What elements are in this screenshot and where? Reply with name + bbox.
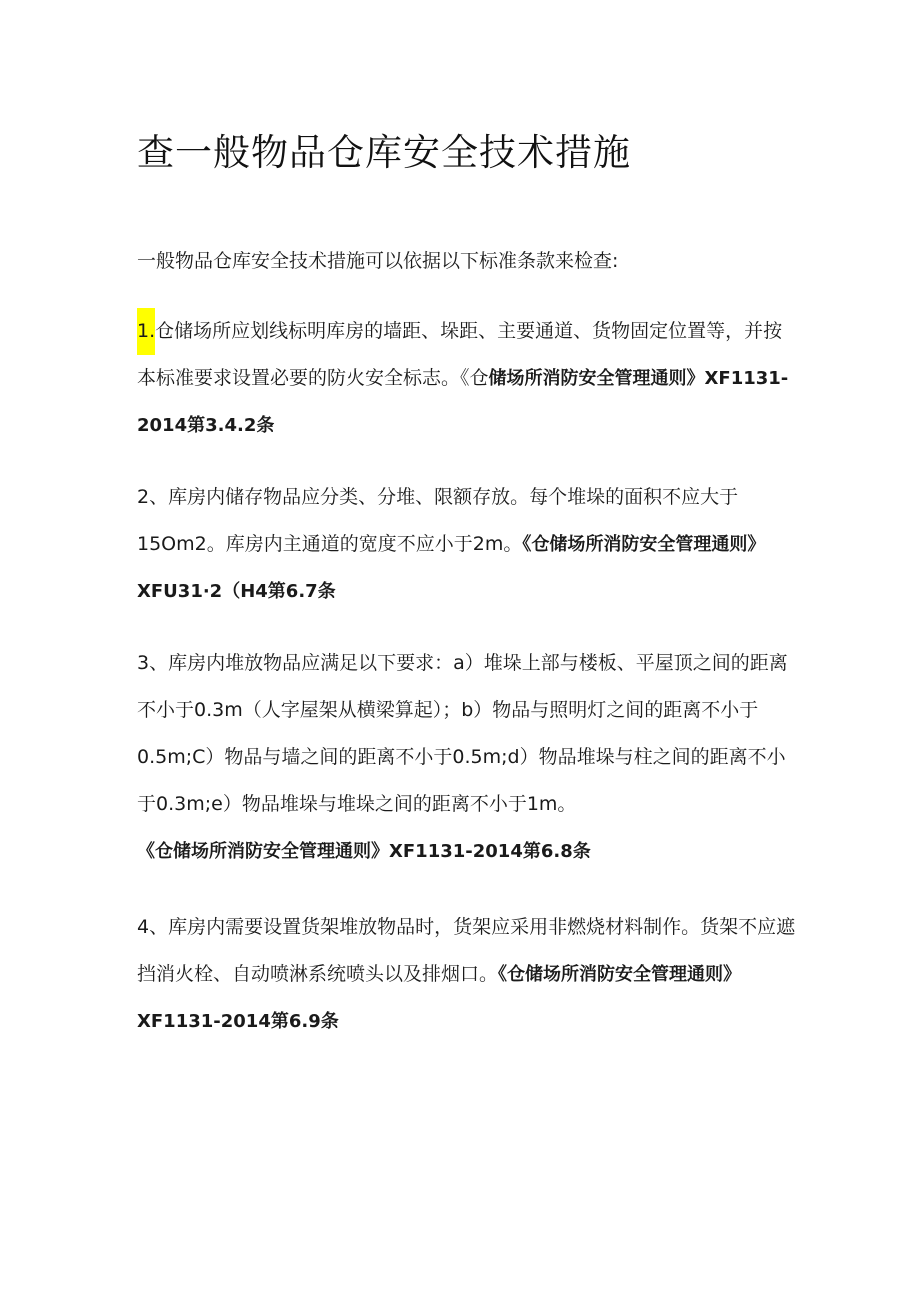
clause-reference-3: 《仓储场所消防安全管理通则》XF1131-2014第6.8条: [137, 841, 591, 862]
clause-text-2: 库房内储存物品应分类、分堆、限额存放。每个堆垛的面积不应大于15Om2。库房内主通道的宽度不应小于2m。: [137, 486, 739, 555]
clause-number-3: 3、: [137, 652, 169, 674]
intro-paragraph: 一般物品仓库安全技术措施可以依据以下标准条款来检查:: [137, 250, 619, 272]
document-title: 查一般物品仓库安全技术措施: [137, 131, 631, 174]
clause-item-2: [137, 474, 797, 615]
clause-number-4: 4、: [137, 916, 169, 938]
clause-text-4: 库房内需要设置货架堆放物品时，货架应采用非燃烧材料制作。货架不应遮挡消火栓、自动喷淋系统喷头以及排烟口。: [137, 916, 796, 985]
clause-reference-1: 储场所消防安全管理通则》XF1131-2014第3.4.2条: [137, 368, 789, 436]
clause-number-1: 1.: [137, 308, 155, 355]
clause-item-3: [137, 640, 797, 875]
clause-item-4: [137, 904, 797, 1045]
clause-reference-4: 《仓储场所消防安全管理通则》XF1131-2014第6.9条: [137, 964, 742, 1032]
clause-text-3: 库房内堆放物品应满足以下要求：a）堆垛上部与楼板、平屋顶之间的距离不小于0.3m（人字屋架从横梁算起）；b）物品与照明灯之间的距离不小于0.5m;C）物品与墙之间的距离不小于0.5m;d）物品堆垛与柱之间的距离不小于0.3m;e）物品堆垛与堆垛之间的距离不小于1m。: [137, 652, 788, 815]
clause-text-1: 仓储场所应划线标明库房的墙距、垛距、主要通道、货物固定位置等，并按本标准要求设置必要的防火安全标志。《仓: [137, 320, 783, 389]
clause-reference-2: 《仓储场所消防安全管理通则》XFU31·2（H4第6.7条: [137, 534, 766, 602]
clause-number-2: 2、: [137, 486, 169, 508]
clause-item-1: [137, 308, 797, 449]
